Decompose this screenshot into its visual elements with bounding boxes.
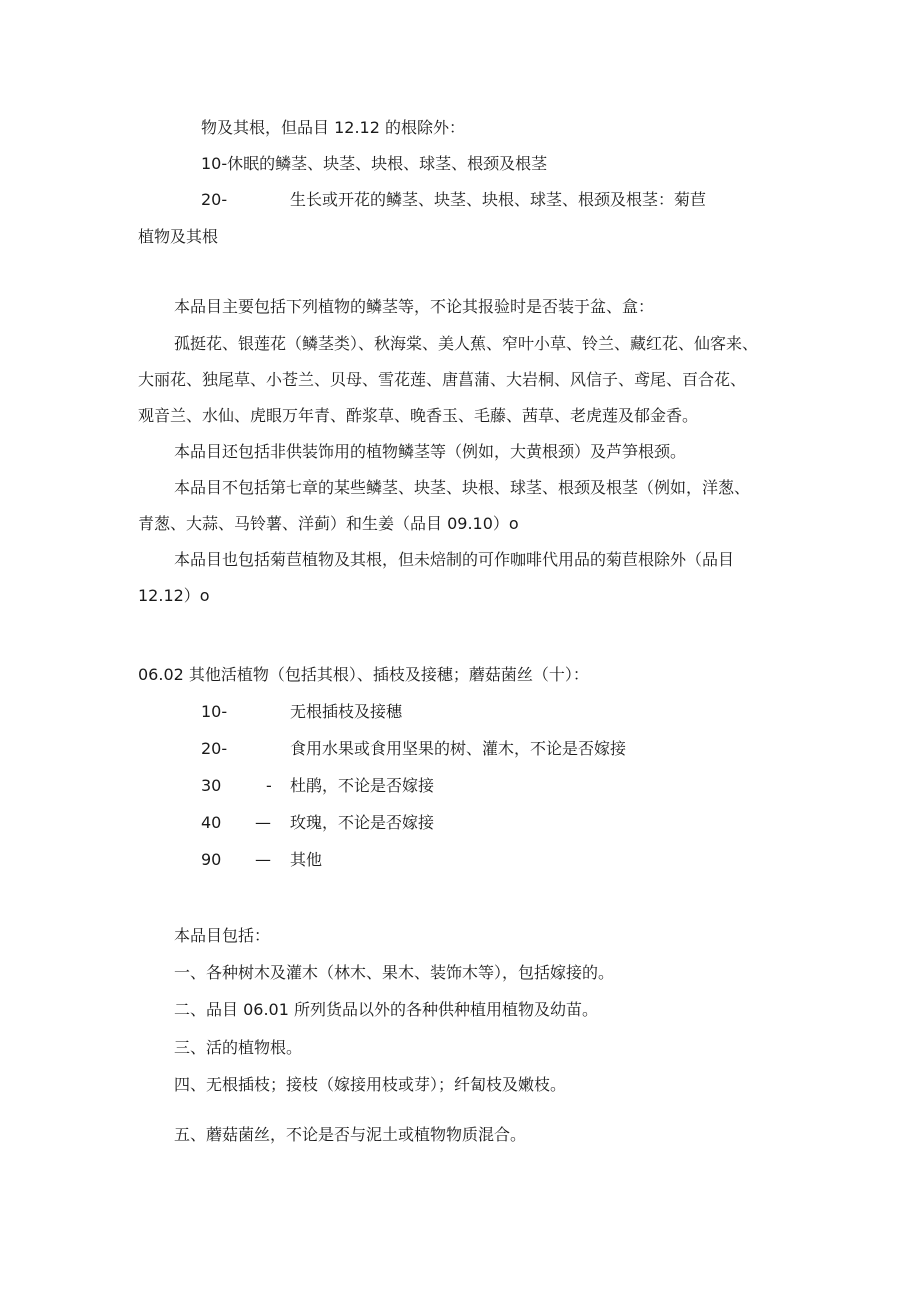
subheading-text: 无根插枝及接穗	[290, 702, 403, 721]
note-paragraph-4-line-1: 本品目不包括第七章的某些鳞茎、块茎、块根、球茎、根颈及根茎（例如，洋葱、	[174, 478, 751, 497]
subheading-code: 20-	[201, 739, 228, 758]
note-paragraph-2-line-3: 观音兰、水仙、虎眼万年青、酢浆草、晚香玉、毛藤、茜草、老虎莲及郁金香。	[138, 406, 699, 425]
note-paragraph-2-line-2: 大丽花、独尾草、小苍兰、贝母、雪花莲、唐菖蒲、大岩桐、风信子、鸢尾、百合花、	[138, 370, 747, 389]
note-paragraph-3: 本品目还包括非供装饰用的植物鳞茎等（例如，大黄根颈）及芦笋根颈。	[174, 442, 687, 461]
subheading-20-text: 生长或开花的鳞茎、块茎、块根、球茎、根颈及根茎：菊苣	[290, 190, 707, 209]
subheading-dash: —	[255, 813, 271, 832]
subheading-text: 食用水果或食用坚果的树、灌木，不论是否嫁接	[290, 739, 627, 758]
subheading-code: 40	[201, 813, 222, 832]
subheading-dash: -	[266, 776, 272, 795]
subheading-text: 杜鹃，不论是否嫁接	[290, 776, 435, 795]
includes-item: 二、品目 06.01 所列货品以外的各种供种植用植物及幼苗。	[174, 1000, 598, 1019]
includes-item: 一、各种树木及灌木（林木、果木、装饰木等），包括嫁接的。	[174, 963, 615, 982]
note-paragraph-2-line-1: 孤挺花、银莲花（鳞茎类）、秋海棠、美人蕉、窄叶小草、铃兰、藏红花、仙客来、	[174, 334, 759, 353]
note-paragraph-4-line-2: 青葱、大蒜、马铃薯、洋蓟）和生姜（品目 09.10）o	[138, 514, 519, 533]
subheading-code: 30	[201, 776, 222, 795]
subheading-20-code: 20-	[201, 190, 228, 209]
subheading-code: 90	[201, 850, 222, 869]
includes-item: 四、无根插枝；接枝（嫁接用枝或芽）；纤匐枝及嫩枝。	[174, 1075, 567, 1094]
heading-0602: 06.02 其他活植物（包括其根）、插枝及接穗；蘑菇菌丝（十）：	[138, 665, 589, 684]
subheading-intro-line: 物及其根，但品目 12.12 的根除外：	[201, 118, 465, 137]
subheading-20-continuation: 植物及其根	[138, 227, 219, 246]
subheading-dash: —	[255, 850, 271, 869]
subheading-text: 其他	[290, 850, 323, 869]
includes-item: 三、活的植物根。	[174, 1038, 303, 1057]
subheading-text: 玫瑰，不论是否嫁接	[290, 813, 435, 832]
note-paragraph-5-line-2: 12.12）o	[138, 586, 210, 605]
subheading-code: 10-	[201, 702, 228, 721]
subheading-10: 10-休眠的鳞茎、块茎、块根、球茎、根颈及根茎	[201, 154, 548, 173]
includes-item: 五、蘑菇菌丝，不论是否与泥土或植物物质混合。	[174, 1125, 527, 1144]
note-paragraph-5-line-1: 本品目也包括菊苣植物及其根，但未焙制的可作咖啡代用品的菊苣根除外（品目	[174, 550, 735, 569]
note-paragraph-1: 本品目主要包括下列植物的鳞茎等，不论其报验时是否装于盆、盒：	[174, 297, 655, 316]
includes-heading: 本品目包括：	[174, 926, 271, 945]
